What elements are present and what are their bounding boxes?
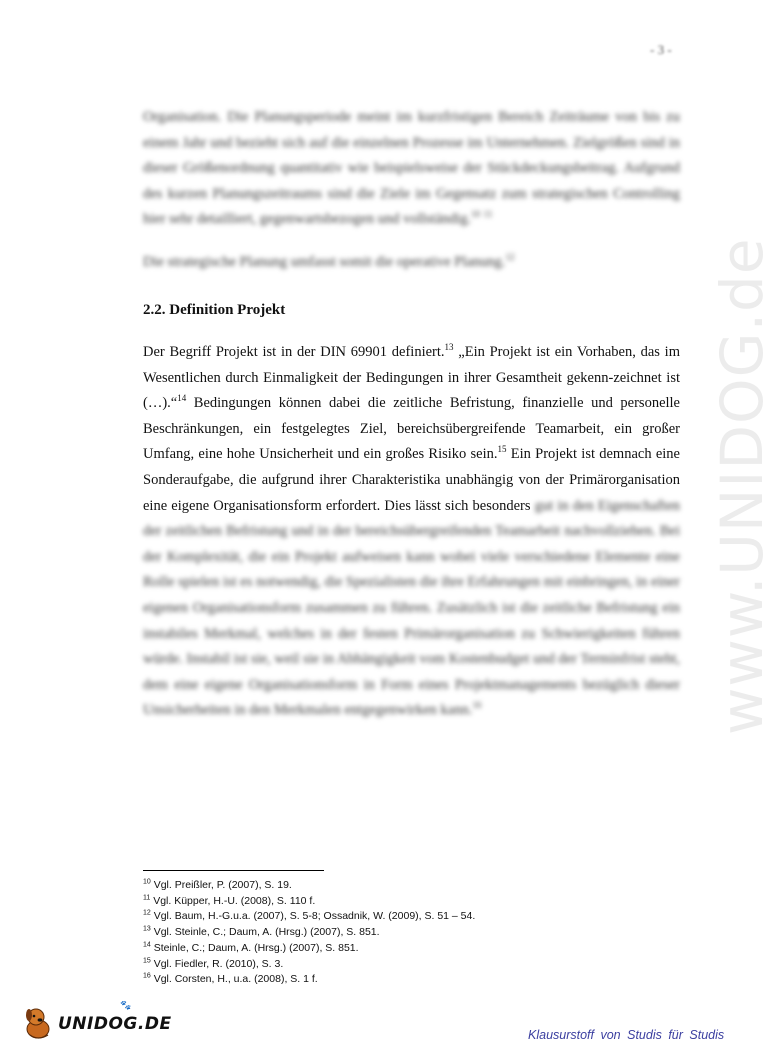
- footnote-number: 13: [143, 925, 151, 933]
- blurred-continuation-text: gut in den Eigenschaften der zeitlichen Befristung und in der bereichsübergreifenden Teamarbeit nachvollziehen. Bei der Komplexität, die ein Projekt aufweisen kann wobei viele verschiedene Elemente eine Rolle spielen ist es notwendig, die Spezialisten die ihre Erfahrungen mit einbringen, in einer eigenen Organisationsform zusammen zu führen. Zusätzlich ist die zeitliche Befristung ein instabiles Merkmal, welches in der festen Primärorganisation zu Schwierigkeiten führen würde. Instabil ist sie, weil sie in Abhängigkeit vom Kostenbudget und der Terminfrist steht, dem eine eigene Organisationsform in Form eines Projektmanagements bezüglich dieser Unsicherheiten in den Merkmalen entgegenwirken kann.: [143, 497, 681, 719]
- main-text-sentence: Ein Projekt ist demnach eine Sonderaufgabe, die aufgrund ihrer Charakteristika unabhängig von der Primärorganisation eine eigene Organisationsform erfordert. Dies lässt sich besonders: [143, 446, 680, 514]
- footnote-number: 16: [143, 972, 151, 980]
- footnote-text: Vgl. Fiedler, R. (2010), S. 3.: [153, 957, 284, 970]
- blurred-paragraph-text: Organisation. Die Planungsperiode meint im kurzfristigen Bereich Zeiträume von bis zu einem Jahr und bezieht sich auf die einzelnen Prozesse im Unternehmen. Zielgrößen sind in dieser Größenordnung quantitativ wie beispielsweise der Stückdeckungsbeitrag. Aufgrund des kurzen Planungszeitraums sind die Ziele im Gegensatz zum strategischen Controlling hier sehr detailliert, gegenwartsbezogen und vollständig.: [143, 109, 680, 228]
- footnote-number: 11: [143, 894, 151, 902]
- logo-wordmark: UNIDOG.DE: [58, 1014, 172, 1034]
- footnote-text: Vgl. Preißler, P. (2007), S. 19.: [153, 879, 292, 891]
- blurred-paragraph-text: Die strategische Planung umfasst somit die operative Planung.: [143, 254, 506, 270]
- blurred-paragraph-second: [143, 250, 680, 276]
- footnote-item: [143, 957, 663, 973]
- footnotes-list: [143, 878, 663, 988]
- main-paragraph: [143, 340, 680, 724]
- footnote-number: 10: [143, 878, 151, 886]
- footnote-text: Steinle, C.; Daum, A. (Hrsg.) (2007), S. 851.: [153, 941, 359, 954]
- footnote-ref: 14: [177, 393, 187, 404]
- footnote-separator: [143, 870, 324, 871]
- footnote-text: Vgl. Steinle, C.; Daum, A. (Hrsg.) (2007), S. 851.: [153, 926, 380, 939]
- footnote-ref: 13: [444, 342, 454, 353]
- dog-mascot-icon: [22, 1005, 56, 1041]
- paw-icon: 🐾: [120, 1000, 132, 1010]
- footnote-item: [143, 925, 663, 941]
- page-number: - 3 -: [650, 42, 672, 57]
- footnote-ref: 16: [472, 700, 482, 711]
- footnote-ref: 15: [497, 444, 507, 455]
- footnote-text: Vgl. Baum, H.-G.u.a. (2007), S. 5-8; Ossadnik, W. (2009), S. 51 – 54.: [153, 910, 476, 923]
- main-text-quote: „Ein Projekt ist ein Vorhaben, das im Wesentlichen durch Einmaligkeit der Bedingungen in ihrer Gesamtheit gekenn-zeichnet ist (…).“: [143, 344, 680, 412]
- footnote-number: 12: [143, 909, 151, 917]
- footnote-item: [143, 878, 663, 894]
- footnote-item: [143, 909, 663, 925]
- main-text-sentence: Bedingungen können dabei die zeitliche Befristung, finanzielle und personelle Beschränkungen, ein festgelegtes Ziel, bereichsübergreifende Teamarbeit, ein großer Umfang, eine hohe Unsicherheit und ein großes Risiko sein.: [143, 395, 680, 463]
- main-text-sentence: Der Begriff Projekt ist in der DIN 69901 definiert.: [143, 344, 445, 360]
- footnote-item: [143, 894, 663, 910]
- footnote-number: 15: [143, 957, 151, 965]
- footnote-text: Vgl. Corsten, H., u.a. (2008), S. 1 f.: [153, 973, 318, 986]
- footnote-text: Vgl. Küpper, H.-U. (2008), S. 110 f.: [153, 894, 316, 907]
- watermark-text: www.UNIDOG.de: [708, 237, 776, 735]
- footnote-item: [143, 941, 663, 957]
- footnote-number: 14: [143, 941, 151, 949]
- footnote-item: [143, 972, 663, 988]
- footer-tagline: Klausurstoff von Studis für Studis: [528, 1028, 725, 1042]
- unidog-logo[interactable]: [22, 1005, 172, 1045]
- blurred-paragraph-top: [143, 105, 680, 233]
- section-heading: 2.2. Definition Projekt: [143, 302, 286, 318]
- footnote-ref: 11: [483, 209, 493, 220]
- footnote-ref: 10: [471, 209, 481, 220]
- footnote-ref: 12: [505, 252, 515, 263]
